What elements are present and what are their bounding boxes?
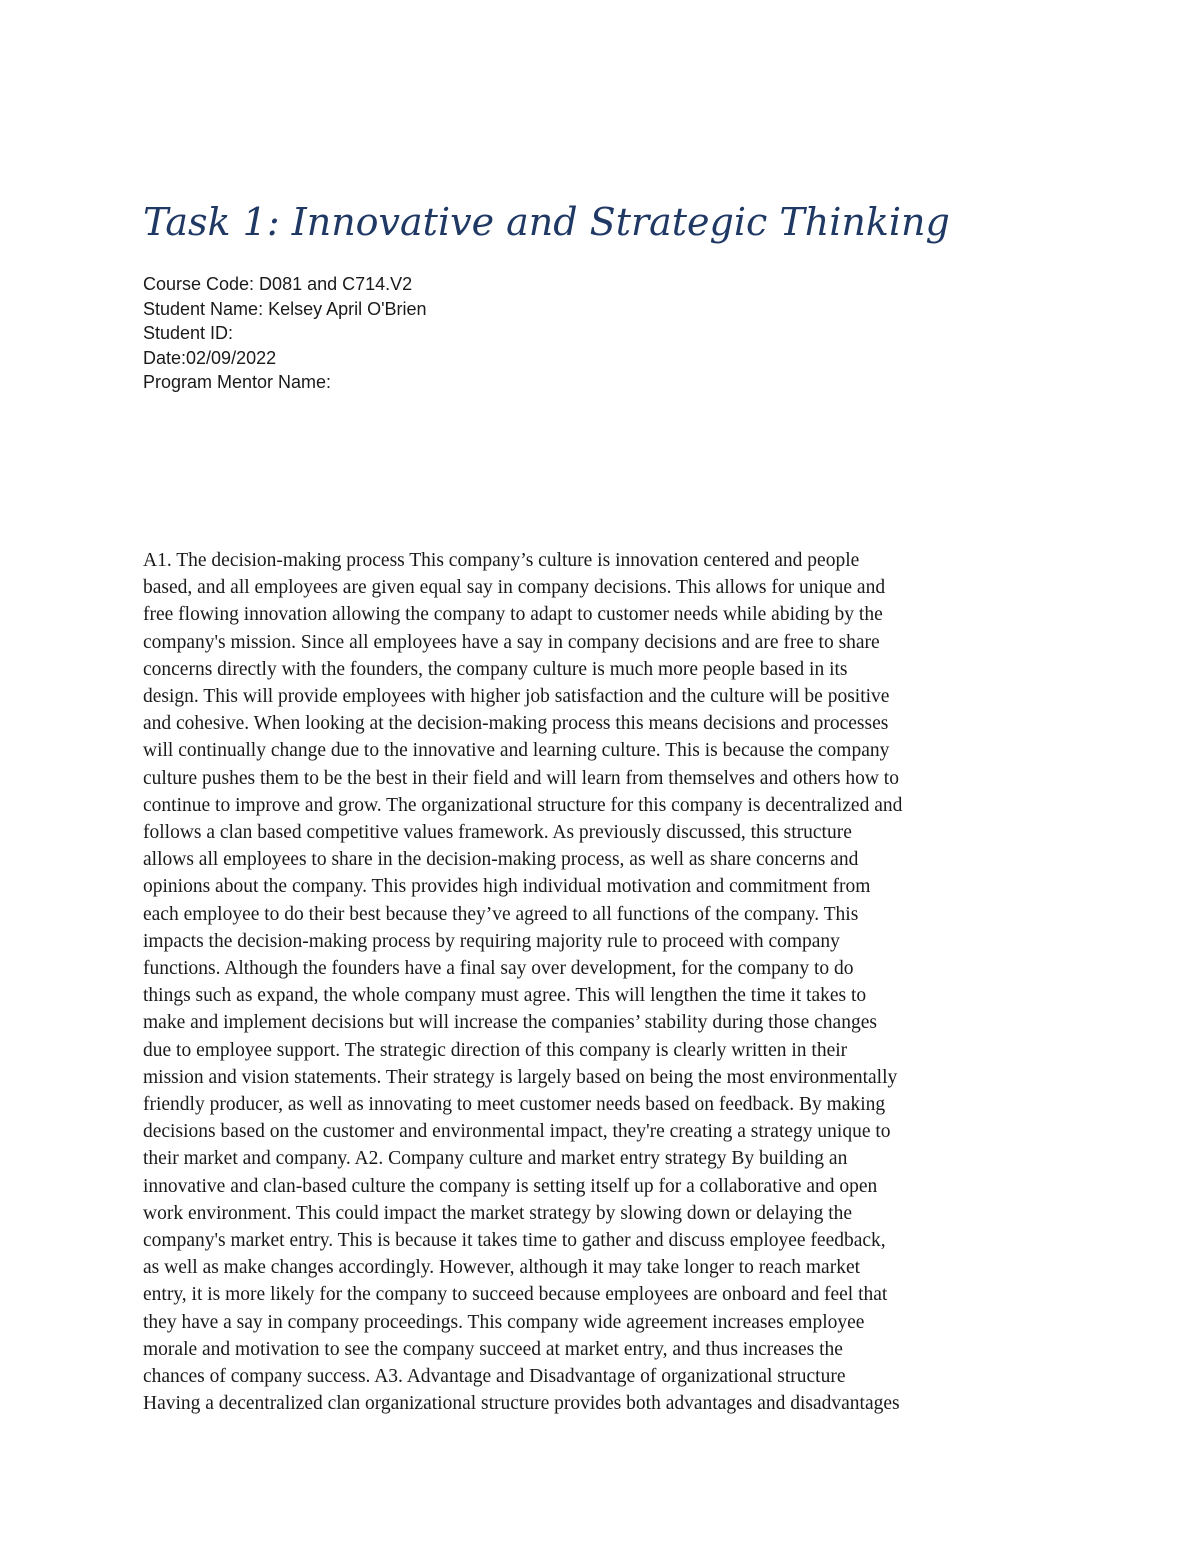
body-line: will continually change due to the innovative and learning culture. This is because the company: [143, 740, 890, 762]
body-line: make and implement decisions but will increase the companies’ stability during those changes: [143, 1012, 877, 1034]
body-line: allows all employees to share in the decision-making process, as well as share concerns and: [143, 849, 859, 871]
body-line: friendly producer, as well as innovating to meet customer needs based on feedback. By making: [143, 1094, 886, 1116]
body-line: things such as expand, the whole company must agree. This will lengthen the time it takes to: [143, 985, 867, 1007]
body-line: design. This will provide employees with higher job satisfaction and the culture will be positive: [143, 686, 890, 708]
body-line: morale and motivation to see the company succeed at market entry, and thus increases the: [143, 1338, 843, 1360]
body-line: due to employee support. The strategic direction of this company is clearly written in their: [143, 1039, 848, 1061]
body-line: as well as make changes accordingly. However, although it may take longer to reach market: [143, 1257, 861, 1279]
body-line: work environment. This could impact the market strategy by slowing down or delaying the: [143, 1202, 853, 1224]
body-line: culture pushes them to be the best in their field and will learn from themselves and others how to: [143, 767, 899, 789]
body-line: innovative and clan-based culture the company is setting itself up for a collaborative and open: [143, 1175, 878, 1197]
body-line: follows a clan based competitive values framework. As previously discussed, this structure: [143, 822, 852, 844]
body-text: [143, 547, 1063, 1418]
body-line: their market and company. A2. Company culture and market entry strategy By building an: [143, 1148, 848, 1170]
body-line: concerns directly with the founders, the company culture is much more people based in its: [143, 658, 848, 680]
submission-date: Date:02/09/2022: [143, 347, 277, 368]
body-line: mission and vision statements. Their strategy is largely based on being the most environmentally: [143, 1066, 898, 1088]
course-code: Course Code: D081 and C714.V2: [143, 274, 413, 294]
body-line: and cohesive. When looking at the decision-making process this means decisions and processes: [143, 713, 889, 735]
body-line: entry, it is more likely for the company to succeed because employees are onboard and feel that: [143, 1284, 888, 1306]
program-mentor-name: Program Mentor Name:: [143, 372, 332, 392]
body-line: company's market entry. This is because it takes time to gather and discuss employee feedback,: [143, 1230, 886, 1252]
body-line: company's mission. Since all employees have a say in company decisions and are free to share: [143, 631, 880, 653]
body-line: chances of company success. A3. Advantage and Disadvantage of organizational structure: [143, 1366, 846, 1388]
document-title: Task 1: Innovative and Strategic Thinking: [143, 200, 950, 244]
body-line: Having a decentralized clan organizational structure provides both advantages and disadvantages: [143, 1393, 900, 1415]
body-line: A1. The decision-making process This company’s culture is innovation centered and people: [143, 550, 860, 571]
body-line: each employee to do their best because they’ve agreed to all functions of the company. This: [143, 903, 859, 925]
body-line: functions. Although the founders have a final say over development, for the company to do: [143, 958, 854, 980]
body-line: continue to improve and grow. The organizational structure for this company is decentralized and: [143, 794, 903, 816]
student-name: Student Name: Kelsey April O'Brien: [143, 298, 427, 319]
body-line: decisions based on the customer and environmental impact, they're creating a strategy unique to: [143, 1121, 891, 1143]
student-info-block: [143, 272, 427, 395]
body-line: based, and all employees are given equal say in company decisions. This allows for unique and: [143, 577, 886, 599]
body-line: impacts the decision-making process by requiring majority rule to proceed with company: [143, 930, 840, 952]
student-id: Student ID:: [143, 323, 234, 343]
body-line: free flowing innovation allowing the company to adapt to customer needs while abiding by the: [143, 604, 883, 626]
body-line: opinions about the company. This provides high individual motivation and commitment from: [143, 876, 871, 898]
body-line: they have a say in company proceedings. This company wide agreement increases employee: [143, 1311, 865, 1333]
